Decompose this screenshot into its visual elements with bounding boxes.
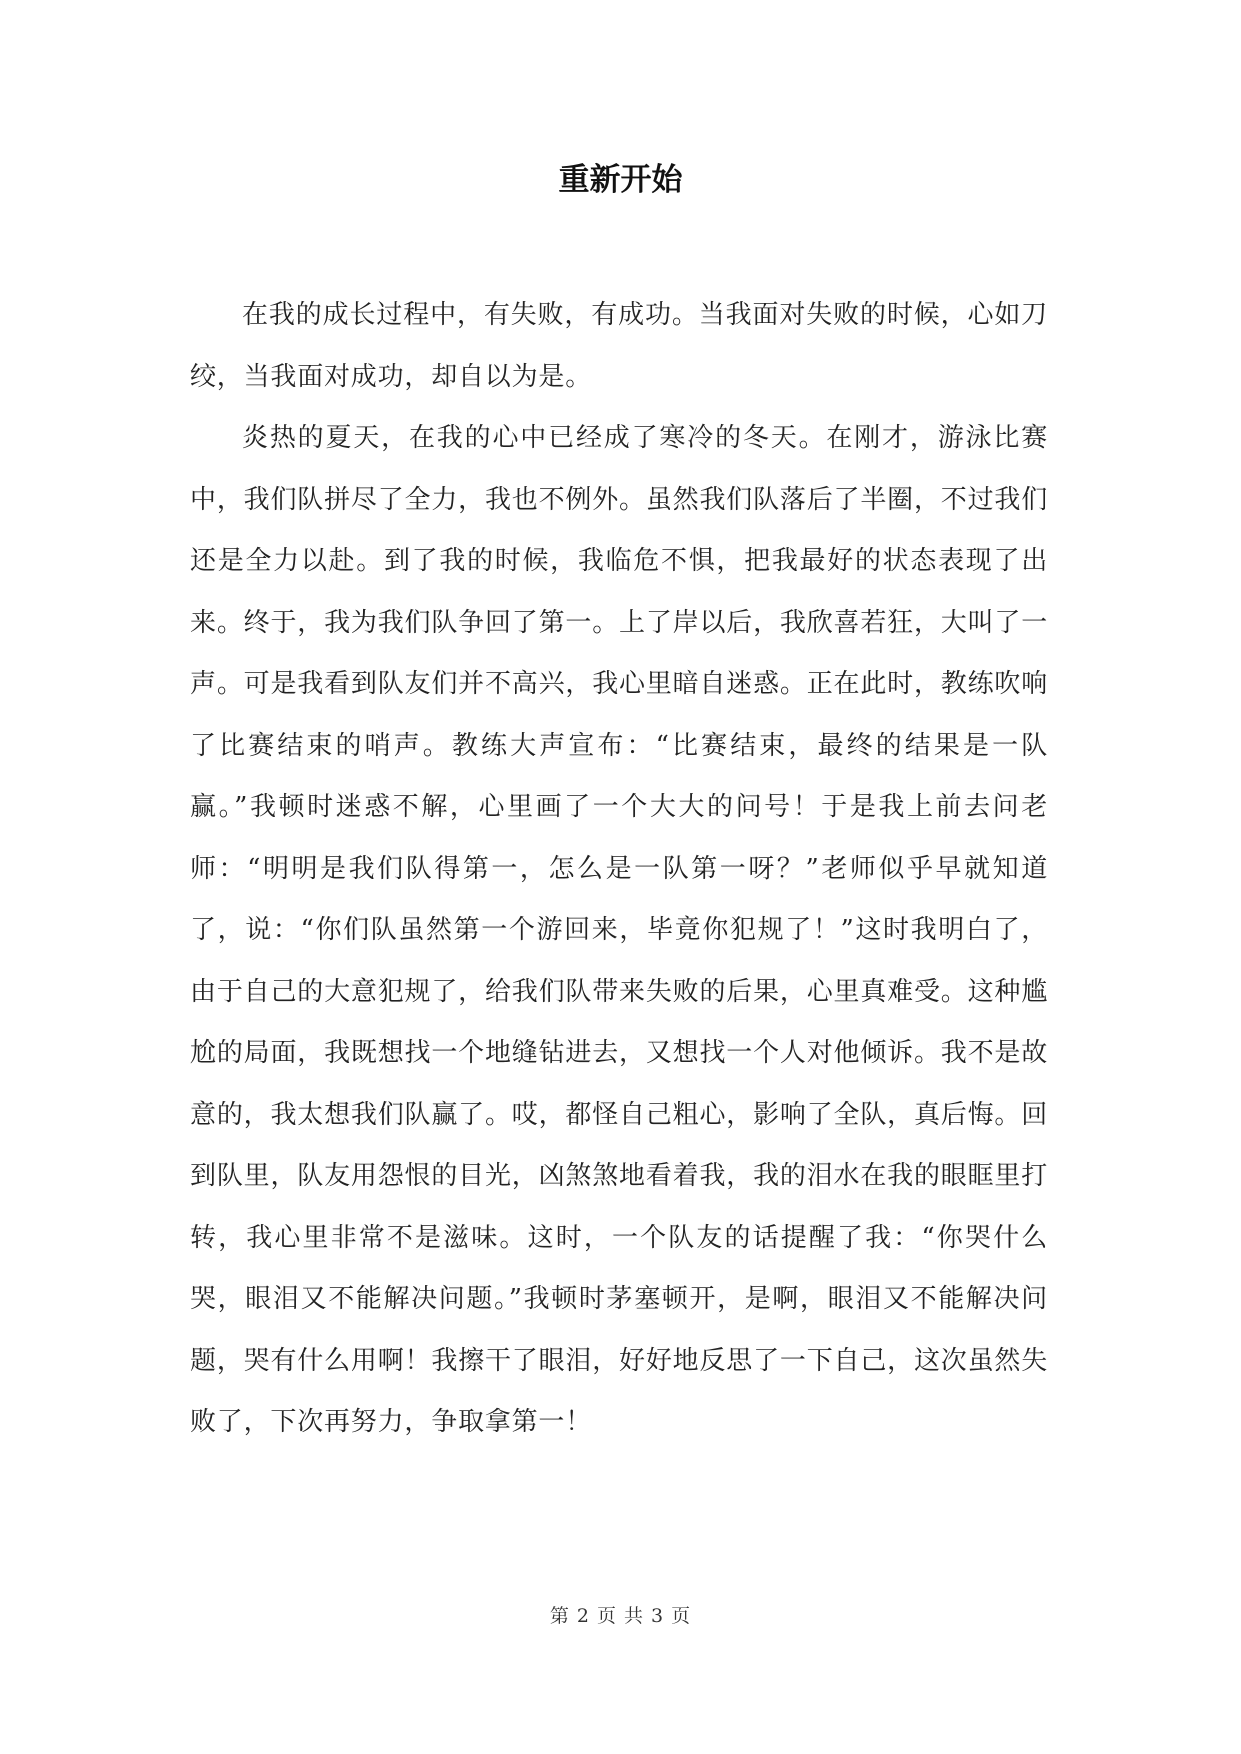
- paragraph-1: 在我的成长过程中，有失败，有成功。当我面对失败的时候，心如刀绞，当我面对成功，却自以为是。: [190, 300, 1048, 392]
- document-title: 重新开始: [558, 162, 683, 198]
- page-number-footer: 第 2 页 共 3 页: [549, 1605, 692, 1627]
- paragraph-2: 炎热的夏天，在我的心中已经成了寒冷的冬天。在刚才，游泳比赛中，我们队拼尽了全力，我也不例外。虽然我们队落后了半圈，不过我们还是全力以赴。到了我的时候，我临危不惧，把我最好的状态表现了出来。终于，我为我们队争回了第一。上了岸以后，我欣喜若狂，大叫了一声。可是我看到队友们并不高兴，我心里暗自迷惑。正在此时，教练吹响了比赛结束的哨声。教练大声宣布：“比赛结束，最终的结果是一队赢。”我顿时迷惑不解，心里画了一个大大的问号！于是我上前去问老师：“明明是我们队得第一，怎么是一队第一呀？”老师似乎早就知道了，说：“你们队虽然第一个游回来，毕竟你犯规了！”这时我明白了，由于自己的大意犯规了，给我们队带来失败的后果，心里真难受。这种尴尬的局面，我既想找一个地缝钻进去，又想找一个人对他倾诉。我不是故意的，我太想我们队赢了。哎，都怪自己粗心，影响了全队，真后悔。回到队里，队友用怨恨的目光，凶煞煞地看着我，我的泪水在我的眼眶里打转，我心里非常不是滋味。这时，一个队友的话提醒了我：“你哭什么哭，眼泪又不能解决问题。”我顿时茅塞顿开，是啊，眼泪又不能解决问题，哭有什么用啊！我擦干了眼泪，好好地反思了一下自己，这次虽然失败了，下次再努力，争取拿第一！: [190, 423, 1048, 1437]
- document-body: [190, 285, 1048, 1454]
